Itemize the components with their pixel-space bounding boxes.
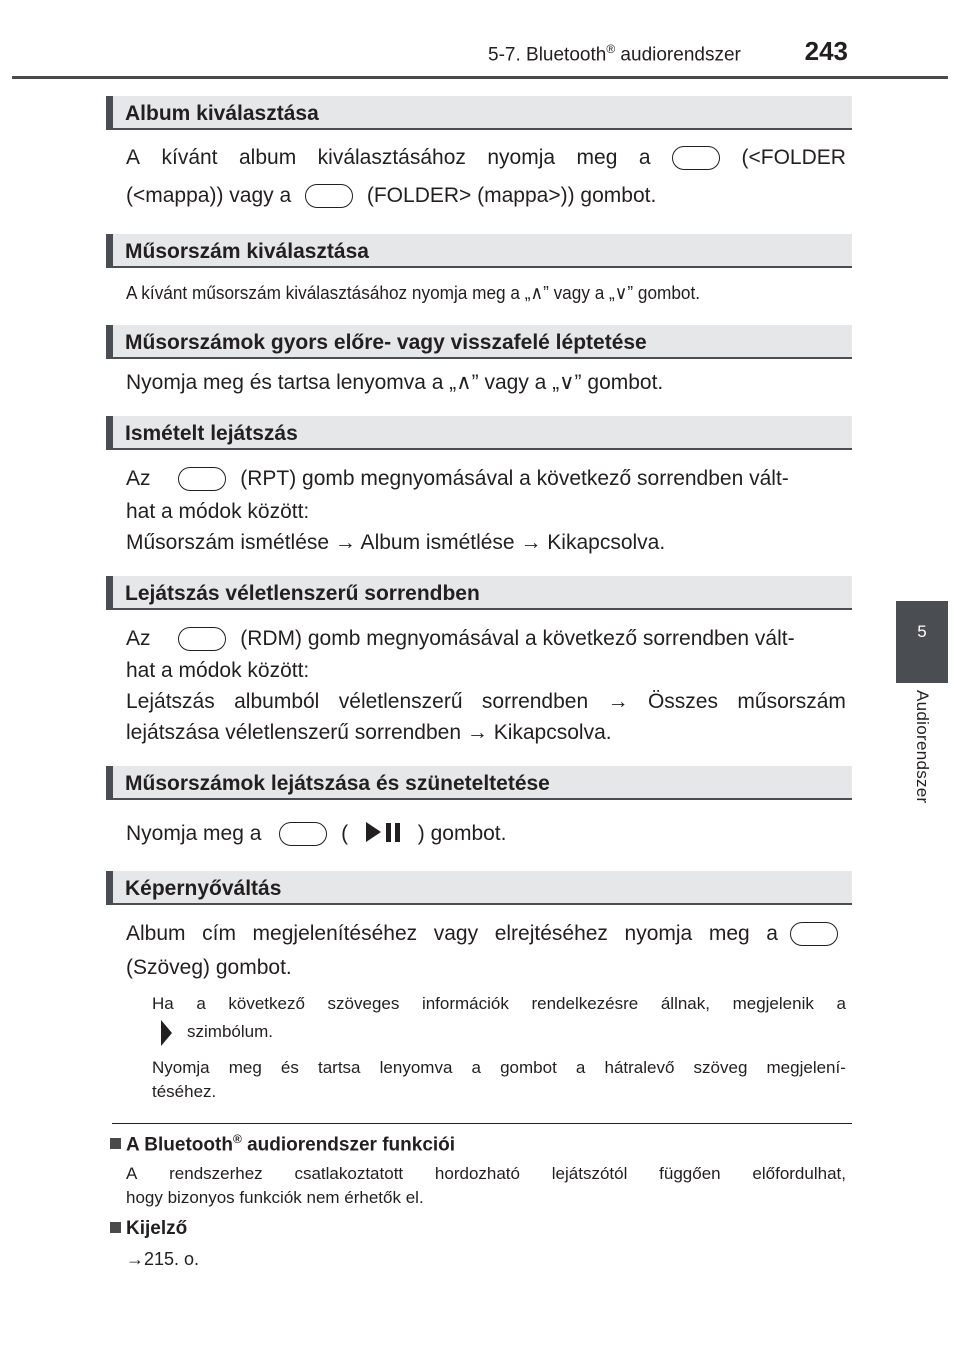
word: albumból xyxy=(234,690,320,713)
section-heading-album xyxy=(106,96,852,130)
word: megjelenik xyxy=(732,994,814,1013)
word: következő xyxy=(228,994,305,1013)
text: A Bluetooth xyxy=(126,1134,233,1156)
playpause-line xyxy=(126,821,846,846)
word: Összes xyxy=(647,690,718,713)
fast-text: Nyomja meg és tartsa lenyomva a „∧” vagy a „∨” gombot. xyxy=(126,371,664,394)
note-bluetooth-line-2: hogy bizonyos funkciók nem érhetők el. xyxy=(126,1188,424,1207)
word: a xyxy=(836,994,846,1013)
display-bullet-1 xyxy=(152,994,846,1014)
word: hordozható xyxy=(434,1164,520,1183)
header-title-rest: audiorendszer xyxy=(615,44,741,66)
display-line-1 xyxy=(126,922,778,945)
section-heading-random xyxy=(106,576,852,610)
play-pause-button-icon xyxy=(279,822,327,846)
word: Ha xyxy=(152,994,174,1013)
word: hátralevő xyxy=(604,1058,675,1077)
word: lenyomva xyxy=(379,1058,453,1077)
word: csatlakoztatott xyxy=(294,1164,404,1183)
word: Album xyxy=(126,922,186,945)
word: nyomja xyxy=(487,146,556,169)
word: és xyxy=(280,1058,299,1077)
word: lejátszótól xyxy=(551,1164,628,1183)
text: Kijelző xyxy=(126,1218,188,1239)
display-line-2: (Szöveg) gombot. xyxy=(126,956,292,979)
word: kívánt xyxy=(161,146,218,169)
display-bullet-1-line-2: szimbólum. xyxy=(187,1022,273,1041)
text: (RPT) gomb megnyomásával a következő sorrendben vált- xyxy=(240,467,789,490)
word: → xyxy=(607,690,629,713)
random-line-4: lejátszása véletlenszerű sorrendben → Kikapcsolva. xyxy=(126,721,612,744)
note-title-display xyxy=(110,1218,187,1240)
word: a xyxy=(766,922,778,945)
random-line-3 xyxy=(126,690,846,713)
text: ) gombot. xyxy=(417,822,507,845)
header-title-registered: ® xyxy=(606,42,616,56)
word: állnak, xyxy=(660,994,710,1013)
section-heading-text: Műsorszám kiválasztása xyxy=(125,240,369,263)
text: Nyomja meg a xyxy=(126,822,262,845)
more-text-symbol-icon xyxy=(158,1020,174,1046)
section-heading-track xyxy=(106,234,852,268)
word: szöveges xyxy=(327,994,400,1013)
repeat-line-2: hat a módok között: xyxy=(126,500,310,523)
word: album xyxy=(238,146,297,169)
word: a xyxy=(196,994,206,1013)
word: meg xyxy=(576,146,618,169)
word: véletlenszerű xyxy=(338,690,463,713)
section-heading-text: Lejátszás véletlenszerű sorrendben xyxy=(125,582,480,605)
word: nyomja xyxy=(624,922,693,945)
page-number: 243 xyxy=(804,36,848,66)
word: vagy xyxy=(433,922,479,945)
random-line-1 xyxy=(126,627,846,651)
word: kiválasztásához xyxy=(317,146,466,169)
word: előfordulhat, xyxy=(752,1164,846,1183)
section-heading-playpause xyxy=(106,766,852,800)
word: gombot xyxy=(500,1058,557,1077)
text: audiorendszer funkciói xyxy=(241,1134,456,1156)
word: A xyxy=(126,146,141,169)
repeat-line-1 xyxy=(126,467,846,491)
square-bullet-icon xyxy=(110,1138,121,1149)
registered-mark: ® xyxy=(232,1132,242,1146)
section-heading-text: Ismételt lejátszás xyxy=(125,422,298,445)
word: rendelkezésre xyxy=(531,994,639,1013)
display-bullet-2-line-2: téséhez. xyxy=(152,1082,217,1101)
random-line-2: hat a módok között: xyxy=(126,659,310,682)
text: Az xyxy=(126,467,151,490)
note-bluetooth-line-1 xyxy=(126,1164,846,1184)
section-heading-text: Műsorszámok lejátszása és szüneteltetése xyxy=(125,772,550,795)
text: (FOLDER> (mappa>)) gombot. xyxy=(366,184,657,207)
track-text: A kívánt műsorszám kiválasztásához nyomja meg a „∧” vagy a „∨” gombot. xyxy=(126,282,701,303)
album-line-2 xyxy=(126,184,846,208)
section-heading-fast xyxy=(106,325,852,359)
text: (RDM) gomb megnyomásával a következő sorrendben vált- xyxy=(240,627,795,650)
word: tartsa xyxy=(318,1058,361,1077)
section-heading-display xyxy=(106,871,852,905)
word: információk xyxy=(421,994,509,1013)
word: Nyomja xyxy=(152,1058,210,1077)
section-heading-text: Album kiválasztása xyxy=(125,102,319,125)
word: műsorszám xyxy=(737,690,846,713)
word: megjelení- xyxy=(766,1058,846,1077)
word: cím xyxy=(202,922,236,945)
album-line-1 xyxy=(126,146,846,170)
text: Az xyxy=(126,627,151,650)
folder-prev-button-icon xyxy=(672,146,720,170)
section-heading-repeat xyxy=(106,416,852,450)
text: ( xyxy=(341,822,349,845)
word: meg xyxy=(228,1058,262,1077)
section-heading-text: Műsorszámok gyors előre- vagy visszafelé léptetése xyxy=(125,331,647,354)
header-title-text: 5-7. Bluetooth xyxy=(488,44,607,66)
header-divider xyxy=(12,76,948,79)
text-button-icon xyxy=(790,922,838,946)
text: (<mappa)) vagy a xyxy=(126,184,292,207)
note-display-reference: →215. o. xyxy=(126,1249,200,1269)
folder-next-button-icon xyxy=(305,184,353,208)
running-header xyxy=(488,42,741,66)
word: (<FOLDER xyxy=(741,146,846,169)
square-bullet-icon xyxy=(110,1222,121,1233)
chapter-tab: 5 xyxy=(896,601,948,683)
word: elrejtéséhez xyxy=(494,922,608,945)
word: Lejátszás xyxy=(126,690,215,713)
word: a xyxy=(638,146,651,169)
word: szöveg xyxy=(693,1058,748,1077)
word: a xyxy=(471,1058,481,1077)
note-title-bluetooth xyxy=(110,1132,455,1156)
chapter-label: Audiorendszer xyxy=(913,690,932,804)
word: A xyxy=(126,1164,138,1183)
rdm-button-icon xyxy=(178,627,226,651)
play-pause-icon xyxy=(364,821,408,843)
notes-divider xyxy=(112,1123,852,1124)
word: sorrendben xyxy=(481,690,589,713)
section-heading-text: Képernyőváltás xyxy=(125,877,282,900)
word: a xyxy=(575,1058,586,1077)
word: megjelenítéséhez xyxy=(252,922,418,945)
word: függően xyxy=(659,1164,721,1183)
display-bullet-2 xyxy=(152,1058,846,1078)
word: meg xyxy=(708,922,750,945)
word: rendszerhez xyxy=(169,1164,263,1183)
rpt-button-icon xyxy=(178,467,226,491)
repeat-line-3: Műsorszám ismétlése → Album ismétlése → Kikapcsolva. xyxy=(126,531,666,554)
